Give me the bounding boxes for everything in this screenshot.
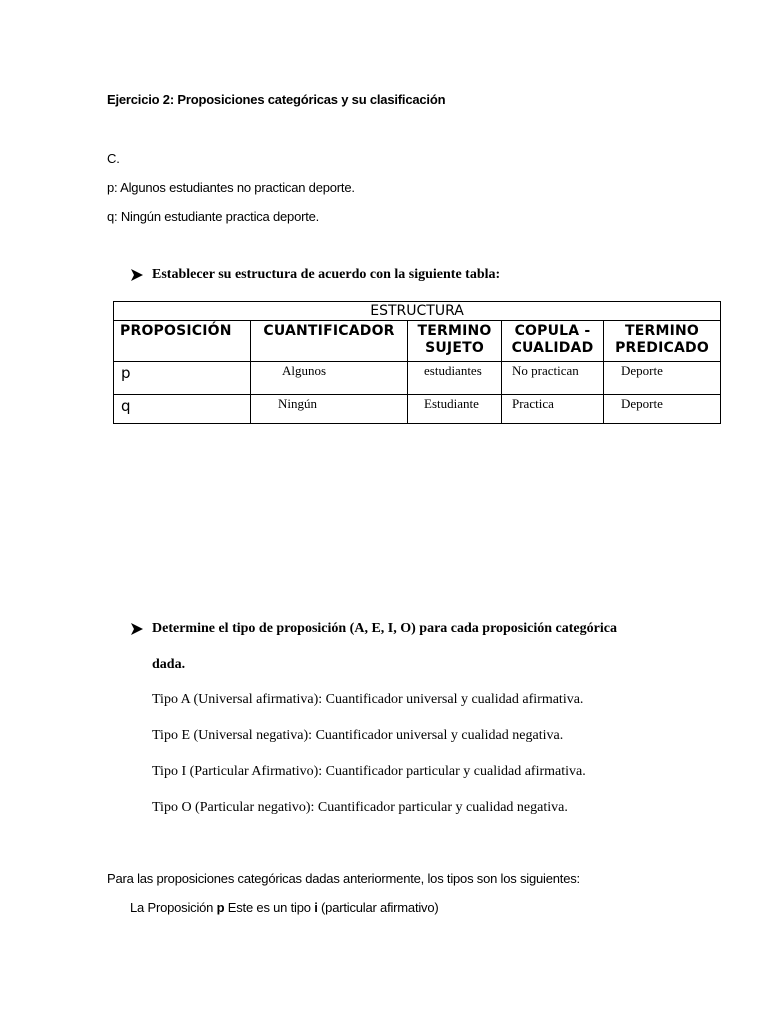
row-predicate: Deporte bbox=[604, 362, 721, 395]
table-row bbox=[114, 362, 721, 395]
final-mid: Este es un tipo bbox=[224, 900, 315, 915]
tipo-o-definition: Tipo O (Particular negativo): Cuantificador particular y cualidad negativa. bbox=[152, 800, 568, 815]
bullet-type-instruction-line1: Determine el tipo de proposición (A, E, I, O) para cada proposición categórica bbox=[152, 621, 617, 636]
row-proposition: q bbox=[114, 395, 251, 424]
header-termino-predicado: TERMINO PREDICADO bbox=[604, 321, 721, 362]
table-row bbox=[114, 395, 721, 424]
row-subject: estudiantes bbox=[408, 362, 502, 395]
row-copula: No practican bbox=[502, 362, 604, 395]
item-letter: C. bbox=[107, 151, 120, 166]
structure-table bbox=[113, 301, 721, 424]
bullet-type-instruction-line2: dada. bbox=[152, 657, 186, 672]
final-post: (particular afirmativo) bbox=[317, 900, 439, 915]
row-subject: Estudiante bbox=[408, 395, 502, 424]
final-pre: La Proposición bbox=[130, 900, 217, 915]
conclusion-text: Para las proposiciones categóricas dadas anteriormente, los tipos son los siguientes: bbox=[107, 871, 580, 886]
bullet-structure-instruction: Establecer su estructura de acuerdo con la siguiente tabla: bbox=[152, 267, 501, 282]
tipo-e-definition: Tipo E (Universal negativa): Cuantificador universal y cualidad negativa. bbox=[152, 728, 564, 743]
header-copula-cualidad: COPULA - CUALIDAD bbox=[502, 321, 604, 362]
final-bold-p: p bbox=[216, 900, 225, 915]
row-quantifier: Ningún bbox=[251, 395, 408, 424]
header-proposicion: PROPOSICIÓN bbox=[114, 321, 251, 362]
arrow-bullet-icon bbox=[130, 622, 144, 636]
header-cuantificador: CUANTIFICADOR bbox=[251, 321, 408, 362]
row-quantifier: Algunos bbox=[251, 362, 408, 395]
tipo-i-definition: Tipo I (Particular Afirmativo): Cuantificador particular y cualidad afirmativa. bbox=[152, 764, 586, 779]
row-copula: Practica bbox=[502, 395, 604, 424]
exercise-heading: Ejercicio 2: Proposiciones categóricas y su clasificación bbox=[107, 92, 446, 107]
proposition-q: q: Ningún estudiante practica deporte. bbox=[107, 209, 320, 224]
final-bold-i: i bbox=[314, 900, 318, 915]
row-proposition: p bbox=[114, 362, 251, 395]
final-statement bbox=[130, 900, 439, 915]
tipo-a-definition: Tipo A (Universal afirmativa): Cuantificador universal y cualidad afirmativa. bbox=[152, 692, 584, 707]
table-title: ESTRUCTURA bbox=[114, 302, 721, 321]
arrow-bullet-icon bbox=[130, 268, 144, 282]
header-termino-sujeto: TERMINO SUJETO bbox=[408, 321, 502, 362]
row-predicate: Deporte bbox=[604, 395, 721, 424]
proposition-p: p: Algunos estudiantes no practican deporte. bbox=[107, 180, 355, 195]
